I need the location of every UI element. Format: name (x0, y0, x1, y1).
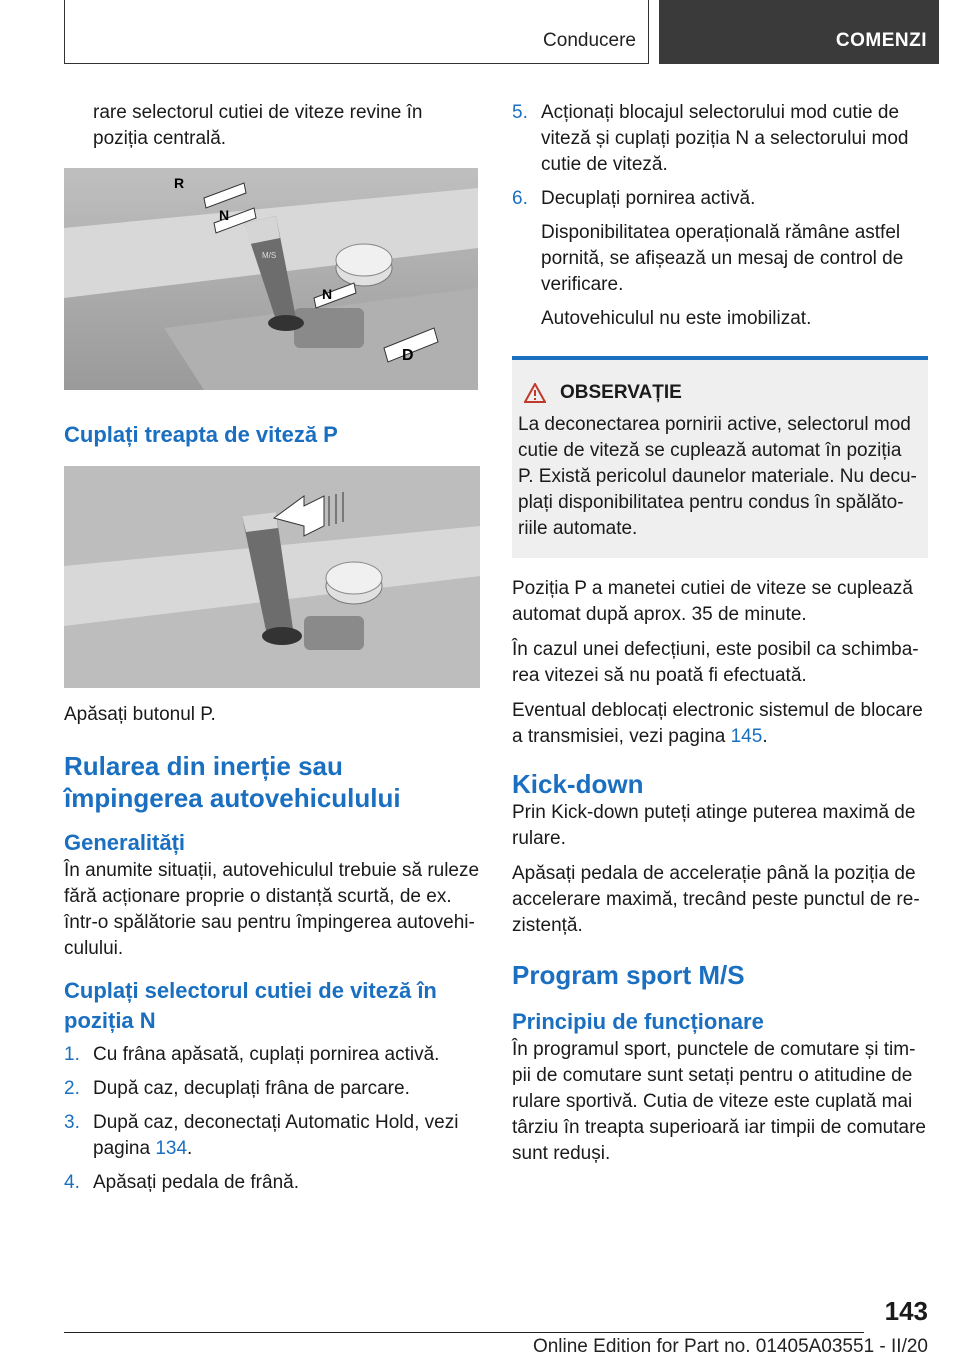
steps-list-right (512, 100, 928, 212)
footer-divider (64, 1332, 864, 1333)
label-n-1: N (219, 207, 230, 223)
kickdown-text-2: Apăsați pedala de accelerație până la poziția de accelerare maximă, trecând peste punctul de rezistență. (512, 863, 920, 936)
label-ms: M/S (262, 251, 277, 260)
general-text: În anumite situații, autovehiculul trebuie să ruleze fără acționare proprie o distanță scurtă, de ex. într-o spălătorie sau pentru împingerea autovehiculului. (64, 860, 480, 959)
heading-sport: Program sport M/S (512, 960, 745, 990)
press-p-text: Apăsați butonul P. (64, 704, 216, 725)
page-link-145[interactable]: 145 (730, 726, 763, 747)
list-item: 5. Acționați blocajul selectorului mod cutie de viteză și cuplați poziția N a selectorului mod cutie de viteză. (512, 102, 909, 175)
heading-engage-p: Cuplați treapta de viteză P (64, 422, 338, 447)
intro-text: rare selectorul cutiei de viteze revine în poziția centrală. (93, 102, 423, 149)
heading-kickdown: Kick-down (512, 769, 644, 799)
label-r: R (174, 175, 185, 191)
gear-selector-figure-2 (64, 466, 480, 688)
header-chapter: COMENZI (835, 30, 927, 51)
list-item: 2. După caz, decuplați frâna de parcare. (64, 1078, 410, 1099)
page-number: 143 (884, 1296, 928, 1326)
list-item: 4. Apăsați pedala de frână. (64, 1172, 299, 1193)
steps-list-left (64, 1042, 480, 1196)
gear-selector-figure-1 (64, 168, 478, 390)
paragraph-malfunction: În cazul unei defecțiuni, este posibil ca schimbarea vitezei să nu poată fi efectuată. (512, 639, 919, 686)
paragraph-unlock: Eventual deblocați electronic sistemul de blocare a transmisiei, vezi pagina 145. (512, 700, 923, 747)
left-column (64, 100, 480, 1204)
kickdown-text-1: Prin Kick-down puteți atinge puterea maximă de rulare. (512, 802, 916, 849)
header-section-box (64, 0, 649, 64)
step-6-detail-2: Autovehiculul nu este imobilizat. (541, 308, 812, 329)
notice-text: La deconectarea pornirii active, selectorul mod cutie de viteză se cuplează automat în poziția P. Există pericolul daunelor materiale. Nu decuplați disponibilitatea pentru condus în spălătoriile automate. (518, 414, 917, 539)
header-chapter-box (659, 0, 939, 64)
p-button-illustration (64, 466, 480, 688)
list-item: 3. După caz, deconectați Automatic Hold, vezi pagina 134. (64, 1112, 459, 1159)
notice-title: OBSERVAȚIE (560, 382, 682, 403)
label-n-2: N (322, 286, 333, 302)
header-section: Conducere (543, 30, 636, 51)
list-item: 1. Cu frâna apăsată, cuplați pornirea activă. (64, 1044, 440, 1065)
list-item: 6. Decuplați pornirea activă. (512, 188, 756, 209)
step-6-detail-1: Disponibilitatea operațională rămâne astfel pornită, se afișează un mesaj de control de verificare. (541, 222, 904, 295)
label-d: D (402, 347, 414, 364)
heading-rolling: Rularea din inerție sau împingerea autovehiculului (64, 751, 401, 813)
right-column (512, 100, 928, 1176)
heading-general: Generalități (64, 830, 186, 855)
notice-box (512, 356, 928, 558)
paragraph-p-auto: Poziția P a manetei cutiei de viteze se cuplează automat după aprox. 35 de minute. (512, 578, 913, 625)
page-link-134[interactable]: 134 (155, 1138, 188, 1159)
principle-text: În programul sport, punctele de comutare și timpii de comutare sunt setați pentru o atitudine de rulare sportivă. Cutia de viteze este cuplată mai târziu în treapta superioară iar timpii de comutare sunt reduși. (512, 1039, 926, 1164)
heading-principle: Principiu de funcționare (512, 1009, 764, 1034)
gear-selector-illustration (64, 168, 478, 390)
warning-icon (524, 383, 546, 403)
edition-text: Online Edition for Part no. 01405A03551 - II/20 (532, 1336, 928, 1357)
heading-neutral: Cuplați selectorul cutiei de viteză în poziția N (64, 978, 437, 1033)
